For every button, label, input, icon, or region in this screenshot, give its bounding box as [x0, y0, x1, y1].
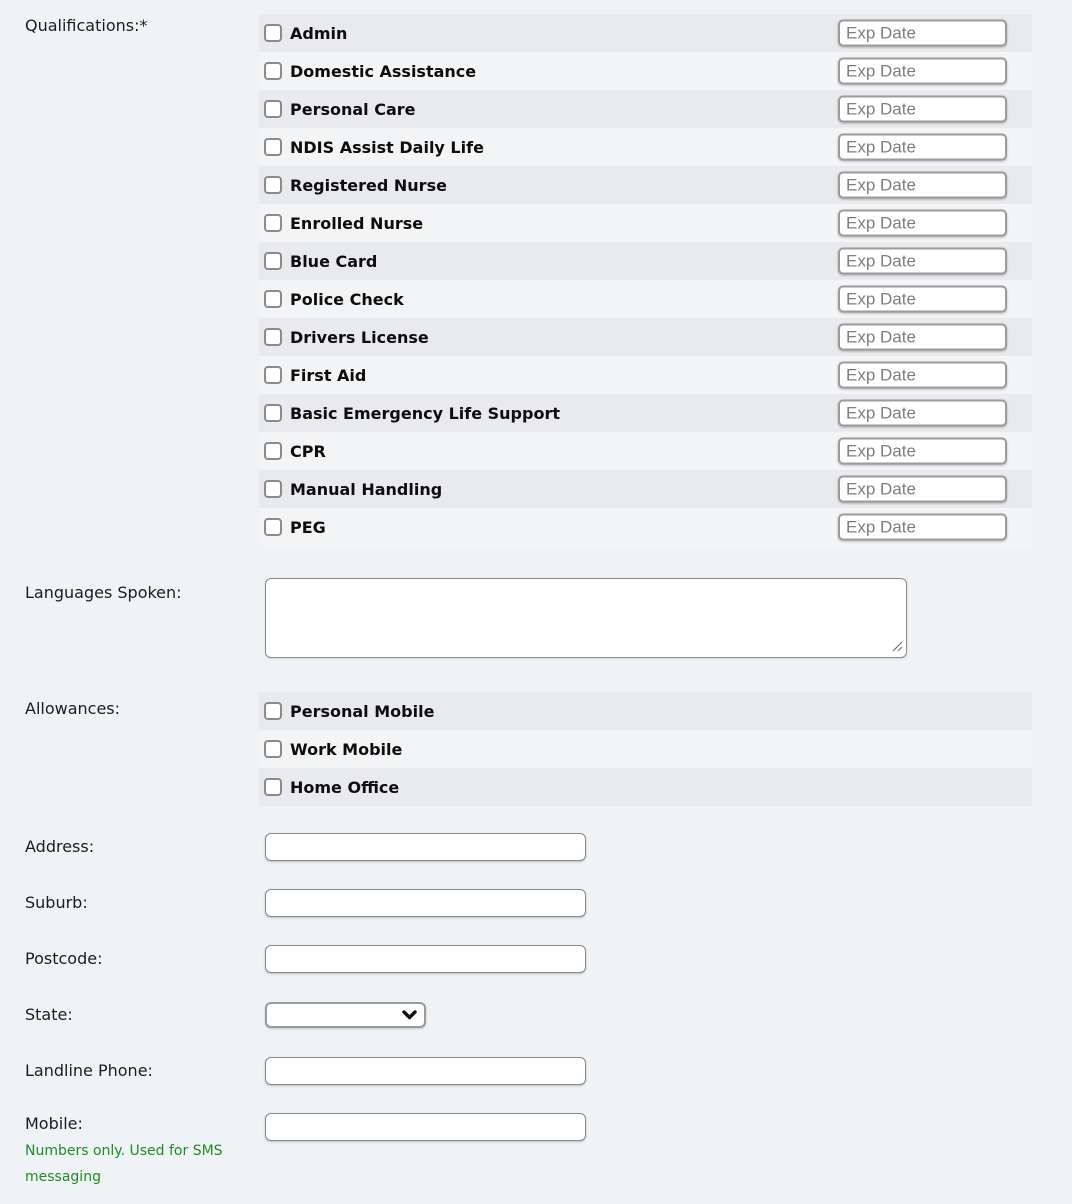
qualification-row-label: Admin: [290, 23, 348, 43]
allowance-row-checkbox[interactable]: [264, 740, 282, 758]
qualification-row: [259, 432, 1032, 470]
allowance-row-checkbox[interactable]: [264, 778, 282, 796]
qualification-row-checkbox[interactable]: [264, 366, 282, 384]
landline-phone-input[interactable]: [265, 1057, 586, 1085]
qualification-row: [259, 14, 1032, 52]
allowance-row: [259, 768, 1032, 806]
languages-spoken-label: Languages Spoken:: [25, 583, 182, 602]
exp-date-input[interactable]: [838, 58, 1007, 85]
qualifications-rows: [259, 14, 1032, 546]
exp-date-input[interactable]: [838, 514, 1007, 541]
exp-date-input[interactable]: [838, 438, 1007, 465]
qualification-row-checkbox[interactable]: [264, 442, 282, 460]
qualification-row: [259, 90, 1032, 128]
allowance-row: [259, 692, 1032, 730]
qualifications-label-col: [0, 14, 259, 37]
allowance-row-label: Work Mobile: [290, 739, 403, 759]
qualification-row: [259, 356, 1032, 394]
exp-date-input[interactable]: [838, 20, 1007, 47]
exp-date-input[interactable]: [838, 286, 1007, 313]
qualification-row: [259, 166, 1032, 204]
qualification-row-label: Personal Care: [290, 99, 416, 119]
qualification-row-label: PEG: [290, 517, 326, 537]
exp-date-input[interactable]: [838, 134, 1007, 161]
qualification-row-label: Drivers License: [290, 327, 429, 347]
qualification-row-checkbox[interactable]: [264, 518, 282, 536]
qualification-row-label: Registered Nurse: [290, 175, 447, 195]
postcode-input[interactable]: [265, 945, 586, 973]
allowance-row-checkbox[interactable]: [264, 702, 282, 720]
qualification-row-checkbox[interactable]: [264, 290, 282, 308]
allowances-section: [0, 692, 1072, 806]
qualification-row-label: Blue Card: [290, 251, 378, 271]
qualification-row: [259, 470, 1032, 508]
postcode-row: [0, 945, 1072, 973]
qualification-row-checkbox[interactable]: [264, 138, 282, 156]
qualification-row: [259, 128, 1032, 166]
exp-date-input[interactable]: [838, 400, 1007, 427]
landline-phone-row: [0, 1057, 1072, 1085]
mobile-label: Mobile:: [25, 1114, 83, 1133]
qualification-row-label: Domestic Assistance: [290, 61, 477, 81]
exp-date-input[interactable]: [838, 210, 1007, 237]
state-select[interactable]: [265, 1002, 426, 1028]
landline-phone-label: Landline Phone:: [25, 1061, 153, 1080]
qualification-row-checkbox[interactable]: [264, 24, 282, 42]
exp-date-input[interactable]: [838, 362, 1007, 389]
exp-date-input[interactable]: [838, 476, 1007, 503]
exp-date-input[interactable]: [838, 172, 1007, 199]
state-label: State:: [25, 1005, 73, 1024]
qualification-row-checkbox[interactable]: [264, 328, 282, 346]
qualification-row-checkbox[interactable]: [264, 100, 282, 118]
qualification-row-label: CPR: [290, 441, 326, 461]
qualification-row-checkbox[interactable]: [264, 480, 282, 498]
qualification-row-label: First Aid: [290, 365, 367, 385]
exp-date-input[interactable]: [838, 248, 1007, 275]
allowance-row-label: Personal Mobile: [290, 701, 435, 721]
allowance-row-label: Home Office: [290, 777, 400, 797]
suburb-input[interactable]: [265, 889, 586, 917]
qualification-row-checkbox[interactable]: [264, 62, 282, 80]
mobile-input[interactable]: [265, 1113, 586, 1141]
qualification-row-checkbox[interactable]: [264, 252, 282, 270]
qualification-row: [259, 52, 1032, 90]
qualification-row: [259, 204, 1032, 242]
allowances-rows: [259, 692, 1032, 806]
qualification-row: [259, 242, 1032, 280]
suburb-row: [0, 889, 1072, 917]
mobile-row: [0, 1113, 1072, 1190]
qualifications-section: [0, 14, 1072, 546]
allowances-label-col: [0, 692, 259, 720]
address-row: [0, 833, 1072, 861]
allowance-row: [259, 730, 1032, 768]
postcode-label: Postcode:: [25, 949, 103, 968]
address-input[interactable]: [265, 833, 586, 861]
qualification-row-checkbox[interactable]: [264, 176, 282, 194]
contact-fields-section: [0, 833, 1072, 1190]
qualification-row: [259, 280, 1032, 318]
qualification-row-label: Enrolled Nurse: [290, 213, 424, 233]
languages-textarea-wrap: [265, 578, 907, 662]
qualification-row-checkbox[interactable]: [264, 214, 282, 232]
qualification-row-checkbox[interactable]: [264, 404, 282, 422]
languages-spoken-textarea[interactable]: [265, 578, 907, 658]
allowances-label: Allowances:: [25, 699, 121, 718]
languages-label-col: [0, 578, 259, 604]
address-label: Address:: [25, 837, 95, 856]
state-select-wrap: [265, 1002, 426, 1028]
qualification-row-label: Basic Emergency Life Support: [290, 403, 560, 423]
languages-spoken-section: [0, 578, 1072, 662]
qualification-row-label: NDIS Assist Daily Life: [290, 137, 484, 157]
qualification-row-label: Police Check: [290, 289, 404, 309]
suburb-label: Suburb:: [25, 893, 88, 912]
qualification-row: [259, 508, 1032, 546]
state-row: [0, 1001, 1072, 1029]
qualification-row: [259, 394, 1032, 432]
qualifications-label: Qualifications:*: [25, 16, 148, 35]
exp-date-input[interactable]: [838, 324, 1007, 351]
qualification-row: [259, 318, 1032, 356]
qualification-row-label: Manual Handling: [290, 479, 443, 499]
exp-date-input[interactable]: [838, 96, 1007, 123]
mobile-helper-text: Numbers only. Used for SMS messaging: [25, 1143, 223, 1185]
